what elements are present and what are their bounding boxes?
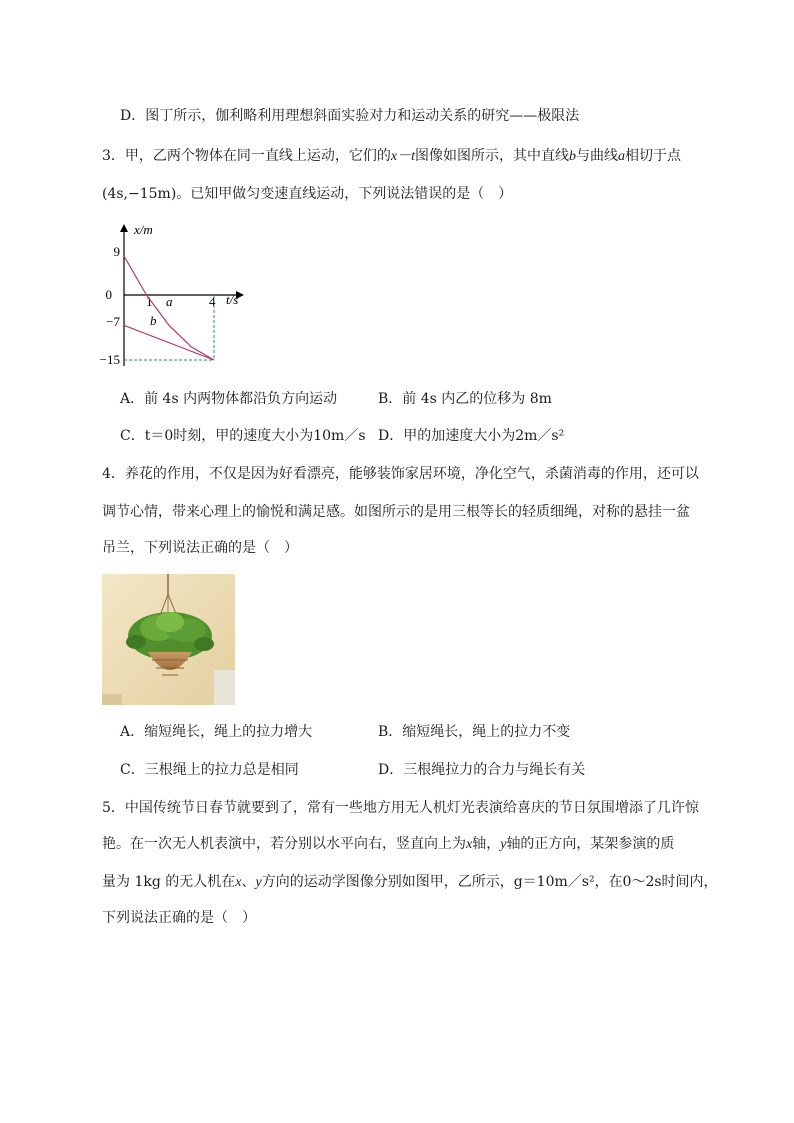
- q3-stem-line2: [102, 184, 512, 204]
- q3-stem-line1: [102, 146, 681, 167]
- q5-text-d: 量为 1kg 的无人机在: [102, 874, 236, 890]
- q4-stem-line3: 吊兰，下列说法正确的是（ ）: [102, 540, 298, 556]
- q3-stem-text-c: 与曲线: [576, 148, 619, 164]
- q5-stem-line4: 下列说法正确的是（ ）: [102, 910, 256, 926]
- curve-a-label: a: [166, 294, 173, 309]
- q5-gravity: g＝10m／s²: [513, 874, 595, 890]
- q4-option-d: D．三根绳拉力的合力与绳长有关: [378, 762, 586, 778]
- y-tick-neg15: −15: [99, 352, 120, 367]
- q5-text-b: 轴，: [472, 836, 501, 852]
- y-axis-label: x/m: [134, 222, 153, 237]
- q2-option-d: D．图丁所示，伽利略利用理想斜面实验对力和运动关系的研究——极限法: [120, 108, 580, 124]
- q3-stem-text-b: 图像如图所示，其中直线: [415, 148, 570, 164]
- q5-math-x2: x: [235, 875, 242, 890]
- line-b: [124, 325, 214, 360]
- q5-math-x: x: [466, 837, 473, 852]
- q5-text-f: ，在0～2s时间内，: [594, 874, 718, 890]
- q4-stem-line1: 4．养花的作用，不仅是因为好看漂亮，能够装饰家居环境，净化空气，杀菌消毒的作用，还可以: [102, 466, 699, 482]
- q3-stem-text-d: 相切于点: [625, 148, 682, 164]
- origin-label: 0: [105, 287, 112, 302]
- x-tick-1: 1: [146, 294, 153, 309]
- q3-stem-text-a: 3．甲，乙两个物体在同一直线上运动，它们的: [102, 148, 391, 164]
- q3-option-c: C．t＝0时刻，甲的速度大小为10m／s: [120, 428, 366, 444]
- q4-option-a: A．缩短绳长，绳上的拉力增大: [120, 724, 313, 740]
- line-b-label: b: [150, 313, 157, 328]
- q5-text-e: 方向的运动学图像分别如图甲，乙所示，: [261, 874, 514, 890]
- hanging-plant-photo: [102, 574, 235, 705]
- q4-option-c: C．三根绳上的拉力总是相同: [120, 762, 299, 778]
- q3-option-b: B．前 4s 内乙的位移为 8m: [378, 391, 552, 407]
- q5-text-c: 轴的正方向，某架参演的质: [506, 836, 675, 852]
- q3-math-a: a: [618, 149, 626, 164]
- q5-text-a: 艳。在一次无人机表演中，若分别以水平向右，竖直向上为: [102, 836, 466, 852]
- q5-math-y: y: [500, 837, 507, 852]
- x-tick-4: 4: [209, 294, 216, 309]
- q5-math-y2: y: [255, 875, 262, 890]
- y-tick-neg7: −7: [106, 314, 120, 329]
- q5-stem-line2: [102, 834, 674, 855]
- q5-text-sep: 、: [241, 874, 256, 890]
- q3-option-d: D．甲的加速度大小为2m／s²: [378, 428, 565, 444]
- q3-math-b: b: [569, 149, 577, 164]
- q5-stem-line1: 5．中国传统节日春节就要到了，常有一些地方用无人机灯光表演给喜庆的节日氛围增添了几许惊: [102, 800, 699, 816]
- q4-stem-line2: 调节心情，带来心理上的愉悦和满足感。如图所示的是用三根等长的轻质细绳，对称的悬挂一盆: [102, 504, 690, 520]
- q4-option-b: B．缩短绳长，绳上的拉力不变: [378, 724, 571, 740]
- y-tick-9: 9: [113, 244, 120, 259]
- q3-stem-text-e: 。已知甲做匀变速直线运动，下列说法错误的是（ ）: [176, 186, 513, 202]
- q3-option-a: A．前 4s 内两物体都沿负方向运动: [120, 391, 338, 407]
- xt-graph: [99, 222, 260, 372]
- q3-math-xt: x－t: [390, 149, 416, 164]
- q3-tangent-point: (4s,−15m): [102, 186, 177, 202]
- x-axis-label: t/s: [226, 292, 239, 307]
- q5-stem-line3: [102, 872, 718, 893]
